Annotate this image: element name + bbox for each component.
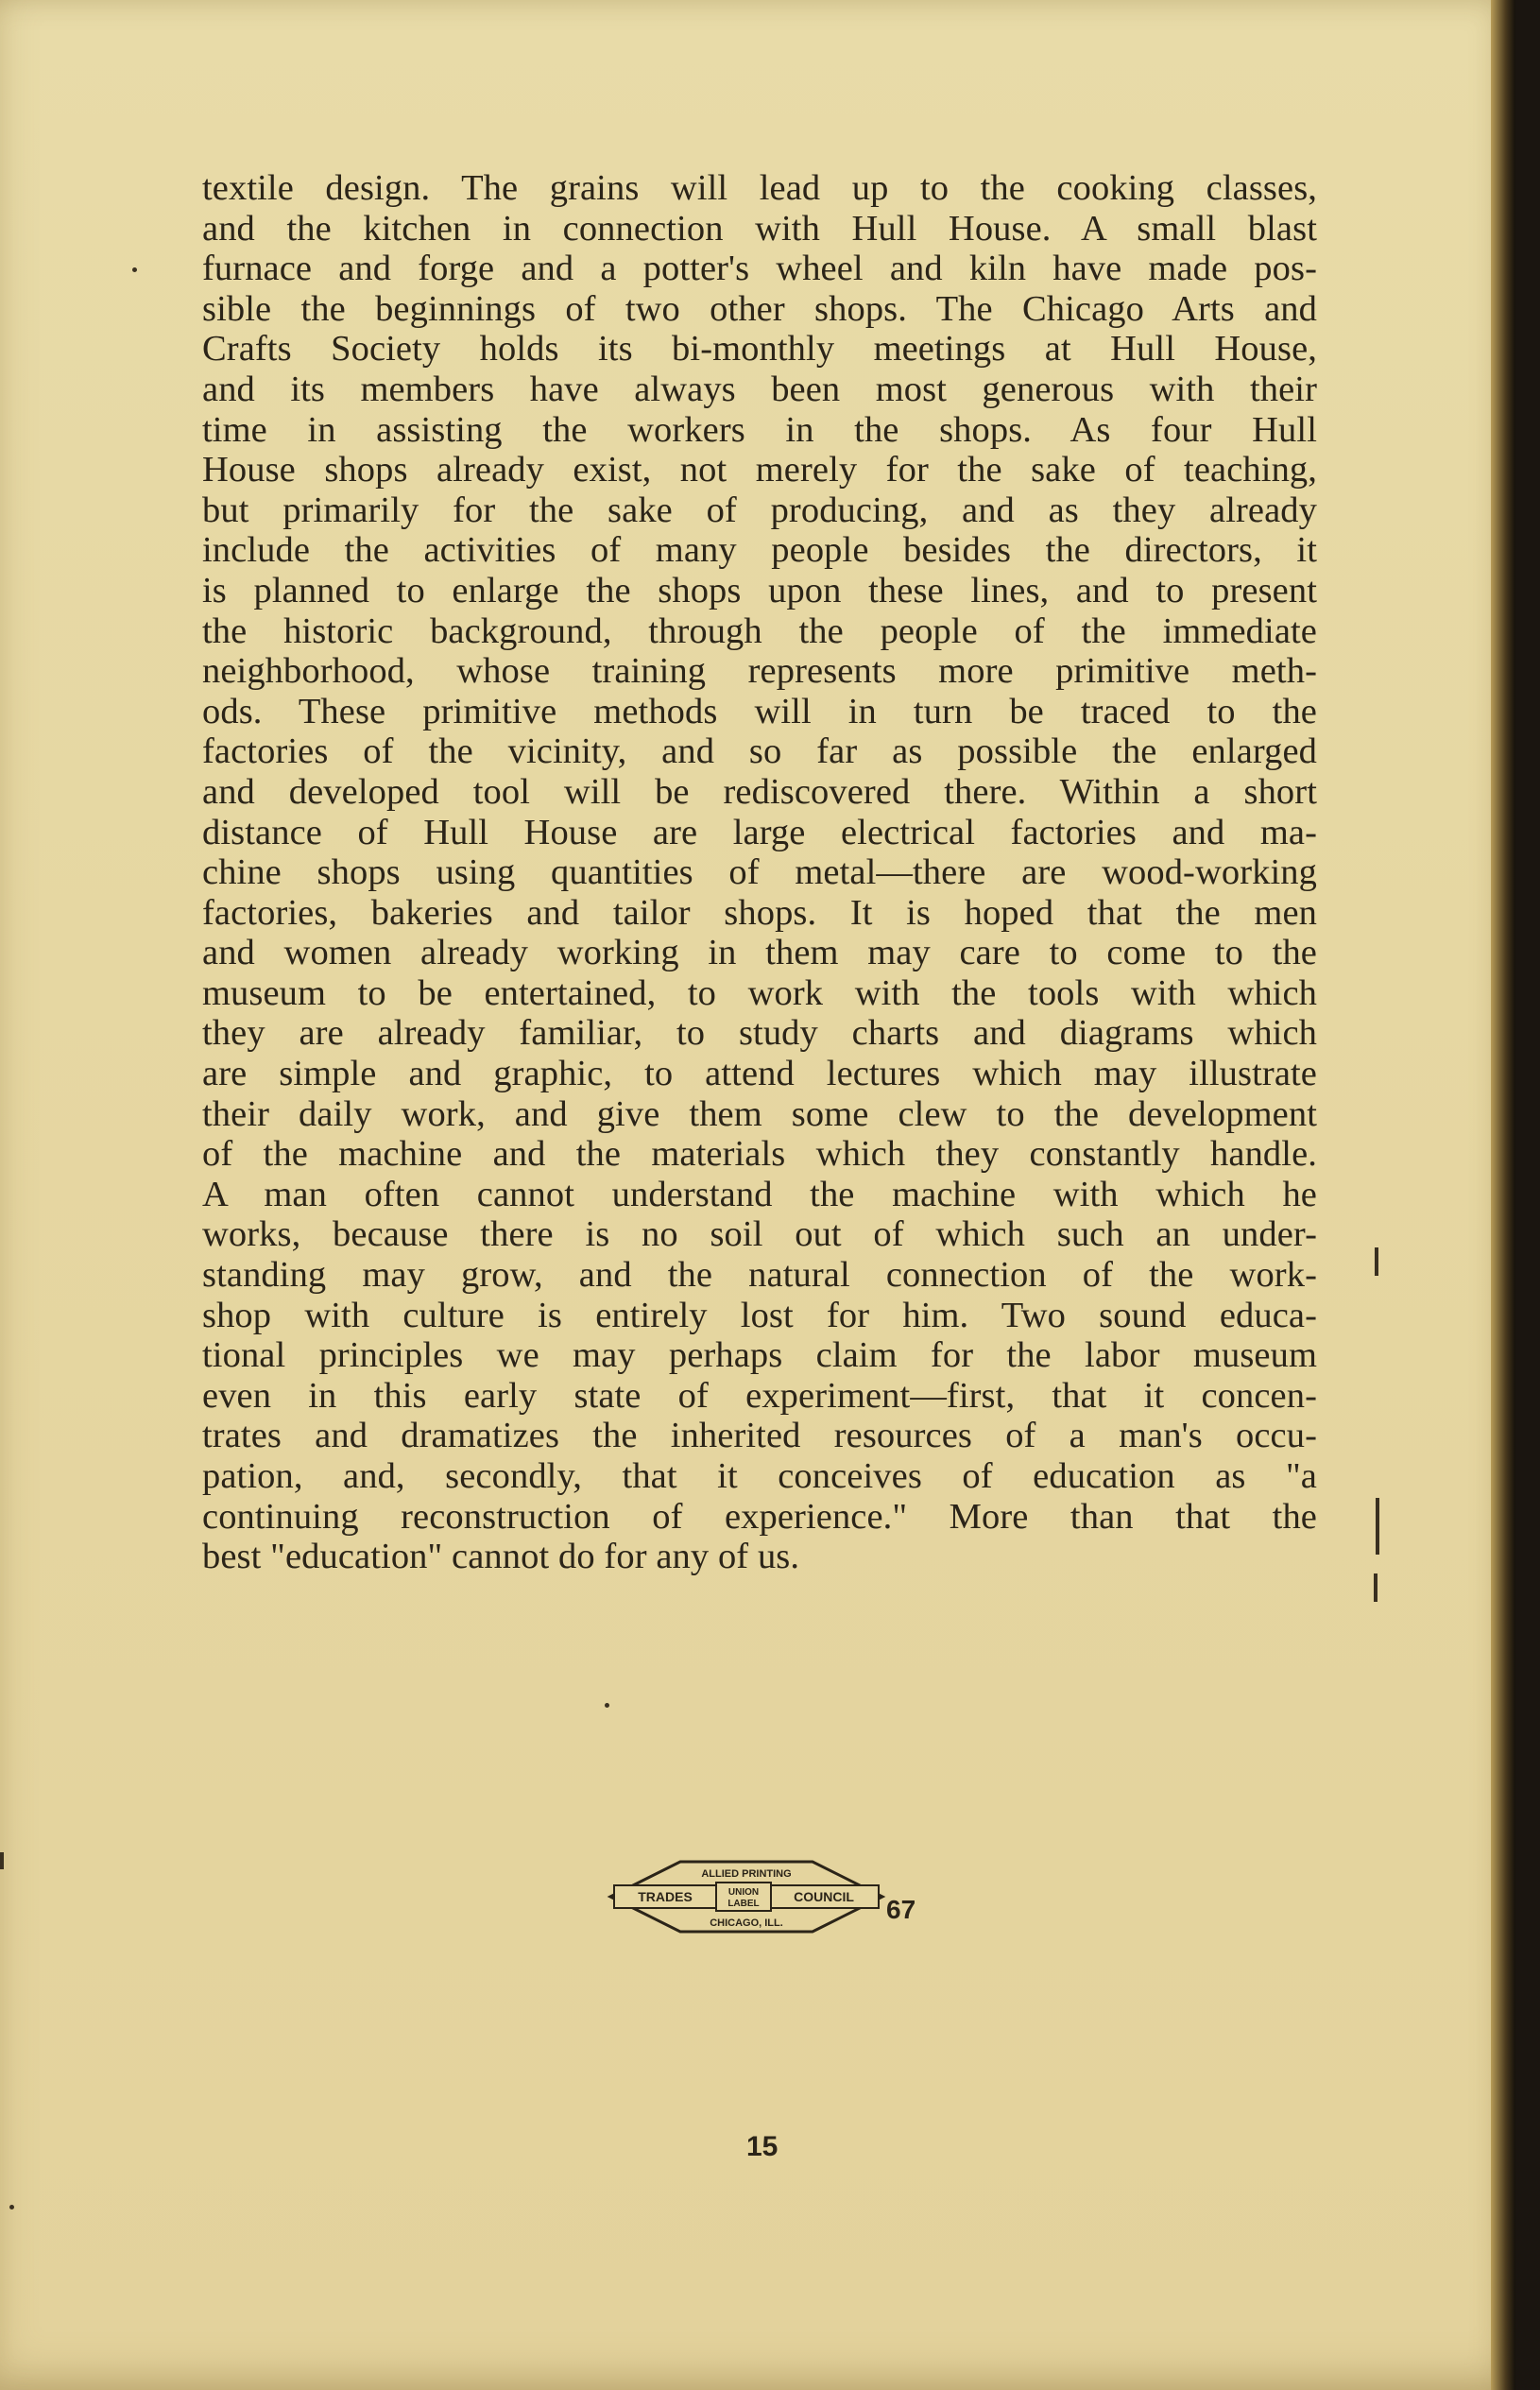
text-line: works, because there is no soil out of which such an under- — [202, 1214, 1317, 1255]
text-line: textile design. The grains will lead up to the cooking classes, — [202, 168, 1317, 208]
book-edge — [1491, 0, 1515, 2390]
text-line: continuing reconstruction of experience." More than that the — [202, 1496, 1317, 1537]
text-line: include the activities of many people besides the directors, it — [202, 530, 1317, 571]
text-line: factories of the vicinity, and so far as possible the enlarged — [202, 731, 1317, 772]
text-line: House shops already exist, not merely for the sake of teaching, — [202, 450, 1317, 490]
body-text — [202, 168, 1317, 1577]
text-line: are simple and graphic, to attend lectures which may illustrate — [202, 1054, 1317, 1094]
text-line: shop with culture is entirely lost for him. Two sound educa- — [202, 1295, 1317, 1335]
text-line: sible the beginnings of two other shops. The Chicago Arts and — [202, 288, 1317, 329]
text-line: ods. These primitive methods will in turn be traced to the — [202, 691, 1317, 731]
speck-mark — [9, 2205, 14, 2209]
union-label-number: 67 — [886, 1895, 916, 1924]
margin-mark — [0, 1852, 4, 1869]
text-line: chine shops using quantities of metal—there are wood-working — [202, 852, 1317, 893]
text-line: even in this early state of experiment—first, that it concen- — [202, 1375, 1317, 1416]
text-line: distance of Hull House are large electrical factories and ma- — [202, 812, 1317, 852]
seal-center-bottom: LABEL — [727, 1899, 760, 1909]
text-line: Crafts Society holds its bi-monthly meetings at Hull House, — [202, 329, 1317, 370]
text-line: tional principles we may perhaps claim for the labor museum — [202, 1335, 1317, 1376]
text-line: pation, and, secondly, that it conceives of education as "a — [202, 1456, 1317, 1496]
text-line: and women already working in them may care to come to the — [202, 933, 1317, 973]
text-line: trates and dramatizes the inherited resources of a man's occu- — [202, 1416, 1317, 1456]
text-line: A man often cannot understand the machine with which he — [202, 1174, 1317, 1214]
union-label-seal-icon — [605, 1854, 888, 1939]
seal-center-top: UNION — [727, 1887, 760, 1898]
text-line: furnace and forge and a potter's wheel and kiln have made pos- — [202, 249, 1317, 289]
text-line: their daily work, and give them some clew to the development — [202, 1093, 1317, 1134]
text-line: factories, bakeries and tailor shops. It is hoped that the men — [202, 892, 1317, 933]
text-line: but primarily for the sake of producing, and as they already — [202, 490, 1317, 530]
text-line: museum to be entertained, to work with the tools with which — [202, 972, 1317, 1013]
margin-mark — [1374, 1573, 1377, 1602]
seal-right-text: COUNCIL — [794, 1889, 854, 1904]
seal-bottom-arc: CHICAGO, ILL. — [710, 1917, 783, 1929]
text-line: the historic background, through the people of the immediate — [202, 610, 1317, 651]
text-line: and its members have always been most generous with their — [202, 369, 1317, 409]
text-line: is planned to enlarge the shops upon these lines, and to present — [202, 570, 1317, 610]
text-line: neighborhood, whose training represents more primitive meth- — [202, 651, 1317, 692]
speck-mark — [605, 1703, 609, 1708]
text-line: standing may grow, and the natural connection of the work- — [202, 1255, 1317, 1296]
text-line: and developed tool will be rediscovered there. Within a short — [202, 771, 1317, 812]
page-number: 15 — [746, 2131, 779, 2162]
seal-top-arc: ALLIED PRINTING — [701, 1868, 792, 1880]
speck-mark — [132, 267, 137, 272]
margin-mark — [1376, 1498, 1379, 1555]
text-line: and the kitchen in connection with Hull House. A small blast — [202, 208, 1317, 249]
seal-left-text: TRADES — [638, 1889, 693, 1904]
text-line: they are already familiar, to study charts and diagrams which — [202, 1013, 1317, 1054]
text-line: time in assisting the workers in the shops. As four Hull — [202, 409, 1317, 450]
margin-mark — [1375, 1247, 1378, 1276]
text-line: best "education" cannot do for any of us. — [202, 1537, 800, 1577]
text-line: of the machine and the materials which they constantly handle. — [202, 1134, 1317, 1175]
